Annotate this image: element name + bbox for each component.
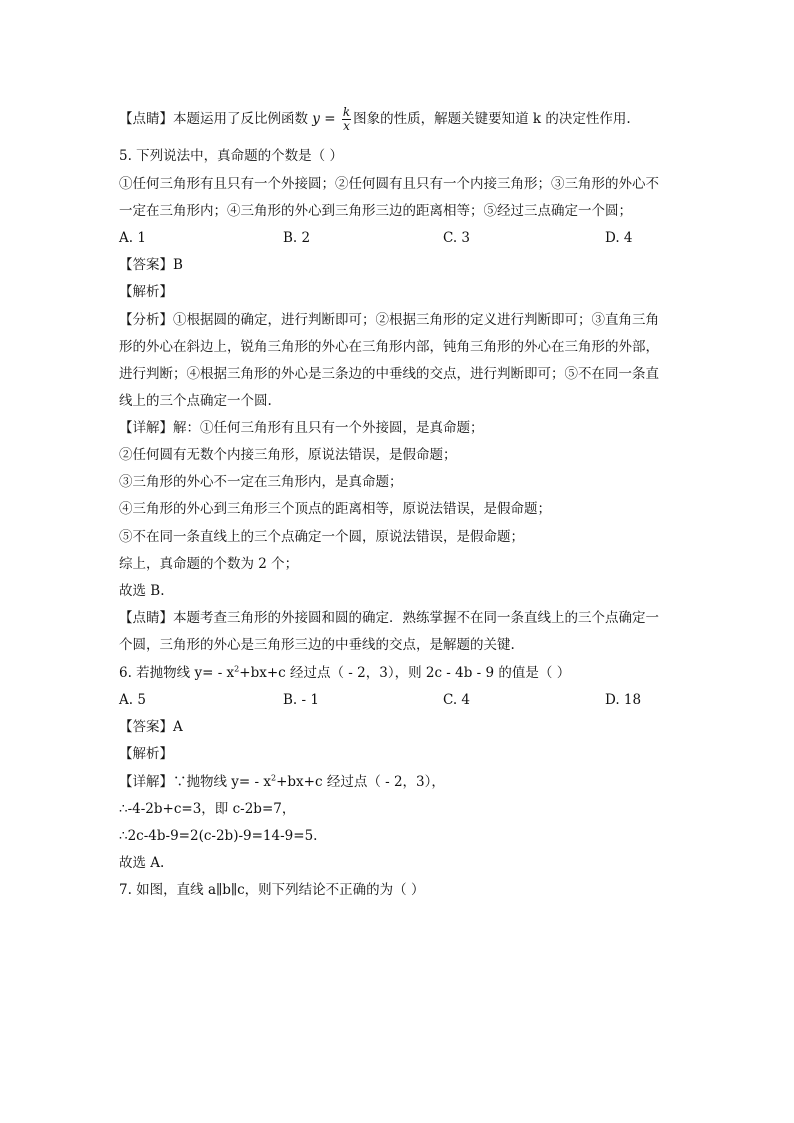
formula-y: y bbox=[312, 111, 320, 127]
q5-option-c: C. 3 bbox=[443, 230, 471, 246]
q6-detail-line: ∴2c-4b-9=2(c-2b)-9=14-9=5. bbox=[119, 828, 318, 844]
q6-jiexi-heading: 【解析】 bbox=[119, 746, 173, 762]
q5-statement-line-2: 一定在三角形内；④三角形的外心到三角形三边的距离相等；⑤经过三点确定一个圆； bbox=[119, 203, 632, 219]
note-tag: 【点睛】 bbox=[119, 111, 173, 127]
q5-analysis-line: 线上的三个点确定一个圆. bbox=[119, 393, 272, 409]
q6-answer: 【答案】A bbox=[119, 719, 183, 735]
q5-detail-line: ②任何圆有无数个内接三角形，原说法错误，是假命题； bbox=[119, 447, 457, 463]
q6-option-b: B. - 1 bbox=[283, 692, 319, 708]
q5-analysis-line: 形的外心在斜边上，锐角三角形的外心在三角形内部，钝角三角形的外心在三角形的外部， bbox=[119, 339, 659, 355]
fraction-k-over-x: $\frac{k}{x}$ bbox=[342, 105, 351, 133]
q5-detail-line: 综上，真命题的个数为 2 个； bbox=[119, 556, 299, 572]
q5-analysis-line: 进行判断；④根据三角形的外心是三条边的中垂线的交点，进行判断即可；⑤不在同一条直 bbox=[119, 366, 659, 382]
q6-option-d: D. 18 bbox=[605, 692, 642, 708]
q5-options bbox=[119, 228, 684, 248]
q5-note-line: 个圆，三角形的外心是三角形三边的中垂线的交点，是解题的关键. bbox=[119, 637, 515, 653]
q6-option-c: C. 4 bbox=[443, 692, 471, 708]
q5-jiexi-heading: 【解析】 bbox=[119, 284, 173, 300]
q5-detail-line: ③三角形的外心不一定在三角形内，是真命题； bbox=[119, 474, 403, 490]
q5-stem: 5. 下列说法中，真命题的个数是（ ） bbox=[119, 148, 343, 164]
q5-option-b: B. 2 bbox=[283, 230, 311, 246]
q5-answer: 【答案】B bbox=[119, 257, 183, 273]
q7-stem: 7. 如图，直线 a∥b∥c，则下列结论不正确的为（ ） bbox=[119, 882, 425, 898]
q5-detail-line: ⑤不在同一条直线上的三个点确定一个圆，原说法错误，是假命题； bbox=[119, 529, 524, 545]
q5-note-line: 【点睛】本题考查三角形的外接圆和圆的确定．熟练掌握不在同一条直线上的三个点确定一 bbox=[119, 610, 659, 626]
note-line-inverse-proportion: 【点睛】本题运用了反比例函数 y = $\frac{k}{x}$ 图象的性质，解题关键要知道 k 的决定性作用. bbox=[119, 105, 631, 133]
q6-detail-line: ∴-4-2b+c=3，即 c-2b=7， bbox=[119, 801, 296, 817]
q5-option-d: D. 4 bbox=[605, 230, 633, 246]
q6-stem: 6. 若抛物线 $y= - x^2+bx+c$ 经过点（ - 2，3），则 2c - 4b - 9 的值是（ ） bbox=[119, 664, 571, 681]
q6-option-a: A. 5 bbox=[119, 692, 146, 708]
q5-detail-line: 【详解】解：①任何三角形有且只有一个外接圆，是真命题； bbox=[119, 420, 484, 436]
q5-detail-line: ④三角形的外心到三角形三个顶点的距离相等，原说法错误，是假命题； bbox=[119, 501, 551, 517]
q5-detail-line: 故选 B. bbox=[119, 583, 165, 599]
q5-option-a: A. 1 bbox=[119, 230, 146, 246]
q6-detail-line: 【详解】∵抛物线 $y= - x^2+bx+c$ 经过点（ - 2，3）， bbox=[119, 773, 445, 790]
q6-detail-line: 故选 A. bbox=[119, 855, 165, 871]
q5-analysis-line: 【分析】①根据圆的确定，进行判断即可；②根据三角形的定义进行判断即可；③直角三角 bbox=[119, 312, 659, 328]
q6-options bbox=[119, 690, 684, 710]
q5-statement-line-1: ①任何三角形有且只有一个外接圆；②任何圆有且只有一个内接三角形；③三角形的外心不 bbox=[119, 176, 659, 192]
